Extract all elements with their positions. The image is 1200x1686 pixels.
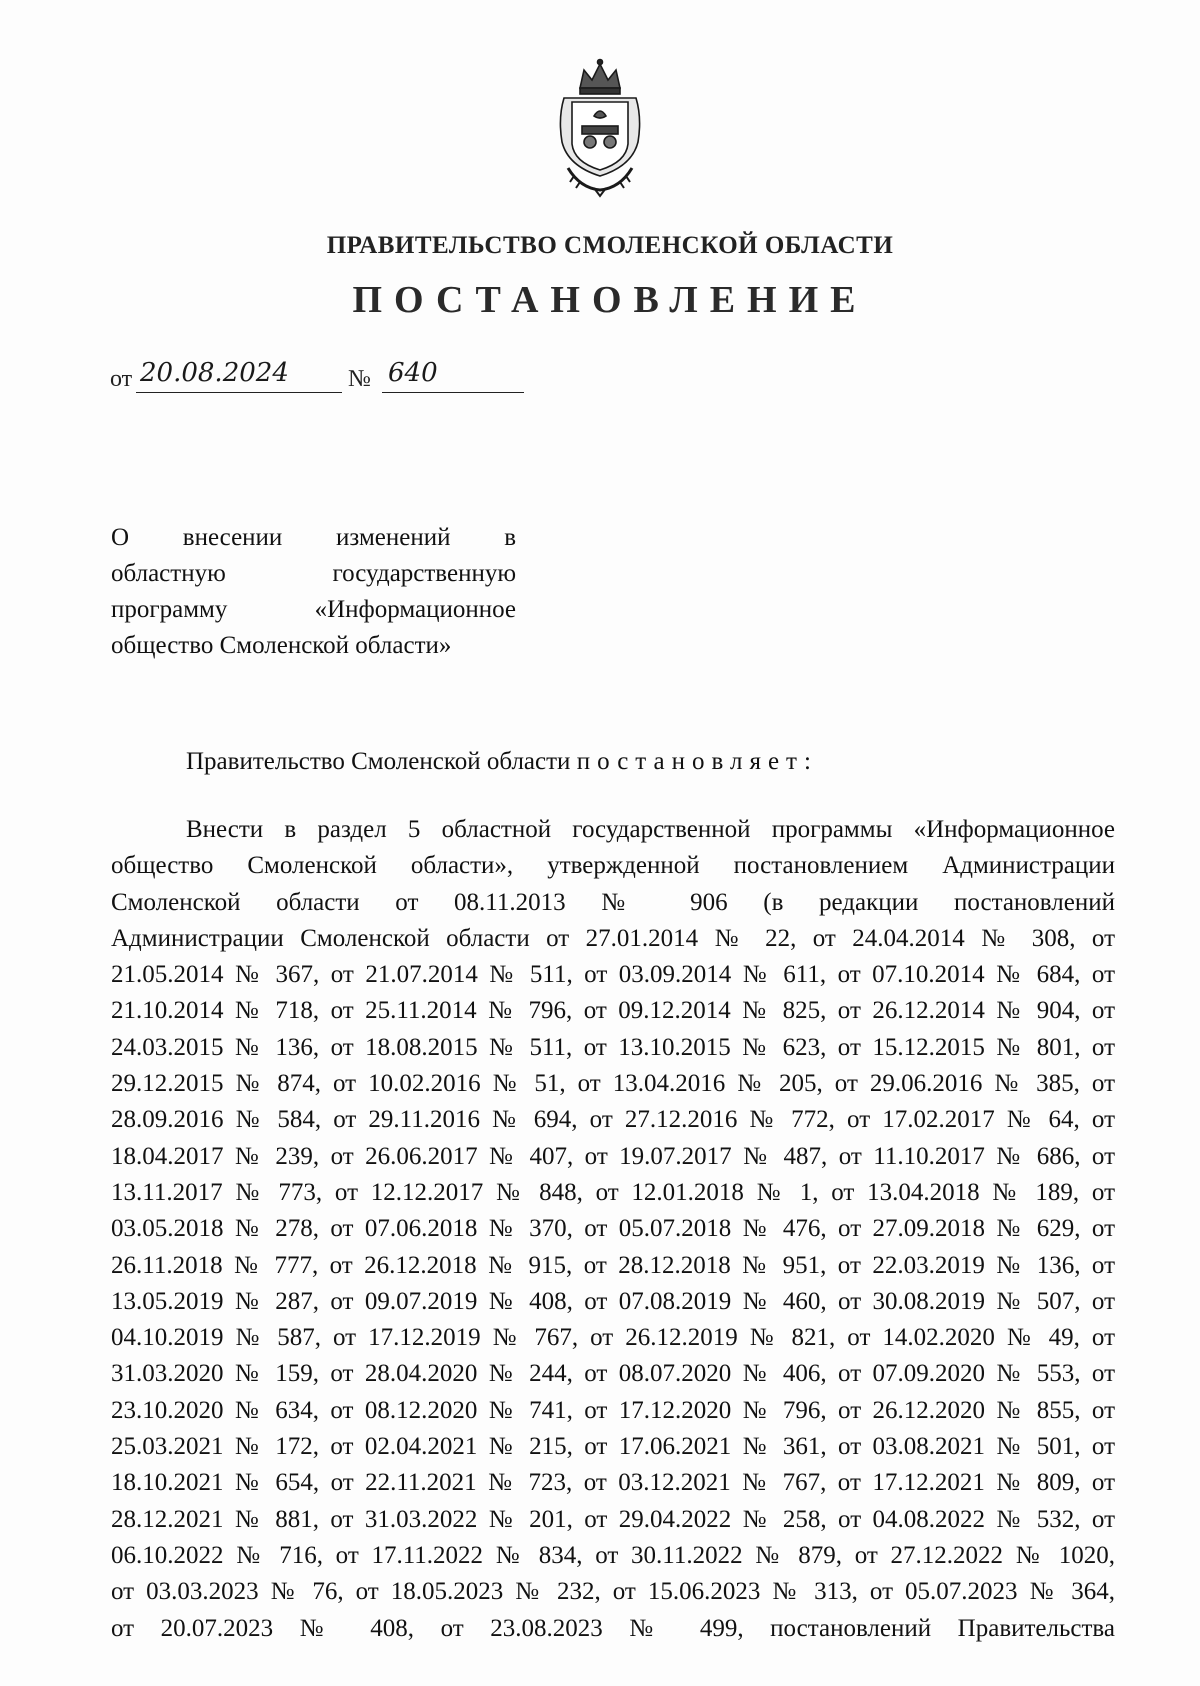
body-line: 23.10.2020 № 634, от 08.12.2020 № 741, от 17.12.2020 № 796, от 26.12.2020 № 855, от [111, 1396, 1115, 1424]
subject-line: общество Смоленской области» [111, 632, 452, 659]
handwritten-number: 640 [388, 358, 438, 388]
body-line: Внести в раздел 5 областной государственной программы «Информационное [186, 816, 1115, 843]
document-type: ПОСТАНОВЛЕНИЕ [352, 279, 868, 321]
date-underline [136, 392, 342, 393]
body-line: 26.11.2018 № 777, от 26.12.2018 № 915, от 28.12.2018 № 951, от 22.03.2019 № 136, от [111, 1251, 1115, 1279]
smolensk-coat-of-arms-icon [550, 58, 650, 198]
body-line: 29.12.2015 № 874, от 10.02.2016 № 51, от 13.04.2016 № 205, от 29.06.2016 № 385, от [111, 1070, 1115, 1098]
decree-verb: постановляет: [576, 748, 818, 775]
document-subject [111, 520, 516, 664]
number-prefix: № [348, 366, 371, 392]
organization-title: ПРАВИТЕЛЬСТВО СМОЛЕНСКОЙ ОБЛАСТИ [326, 232, 894, 259]
body-line: Администрации Смоленской области от 27.01.2014 № 22, от 24.04.2014 № 308, от [111, 924, 1115, 952]
date-prefix: от [110, 366, 133, 392]
body-line: 06.10.2022 № 716, от 17.11.2022 № 834, от 30.11.2022 № 879, от 27.12.2022 № 1020, [111, 1541, 1115, 1569]
body-line: 28.09.2016 № 584, от 29.11.2016 № 694, от 27.12.2016 № 772, от 17.02.2017 № 64, от [111, 1106, 1115, 1134]
body-line: Смоленской области от 08.11.2013 № 906 (в редакции постановлений [111, 888, 1115, 916]
body-line: общество Смоленской области», утвержденной постановлением Администрации [111, 852, 1115, 880]
handwritten-date: 20.08.2024 [140, 358, 289, 388]
body-line: 25.03.2021 № 172, от 02.04.2021 № 215, от 17.06.2021 № 361, от 03.08.2021 № 501, от [111, 1433, 1115, 1461]
body-line: 18.04.2017 № 239, от 26.06.2017 № 407, от 19.07.2017 № 487, от 11.10.2017 № 686, от [111, 1142, 1115, 1170]
decree-lead: Правительство Смоленской области [186, 748, 571, 775]
body-line: 31.03.2020 № 159, от 28.04.2020 № 244, от 08.07.2020 № 406, от 07.09.2020 № 553, от [111, 1360, 1115, 1388]
subject-line: областную государственную [111, 560, 516, 587]
subject-line: программу «Информационное [111, 596, 516, 623]
body-line: 03.05.2018 № 278, от 07.06.2018 № 370, от 05.07.2018 № 476, от 27.09.2018 № 629, от [111, 1215, 1115, 1243]
body-line: 18.10.2021 № 654, от 22.11.2021 № 723, от 03.12.2021 № 767, от 17.12.2021 № 809, от [111, 1469, 1115, 1497]
number-underline [382, 392, 524, 393]
body-line: 28.12.2021 № 881, от 31.03.2022 № 201, от 29.04.2022 № 258, от 04.08.2022 № 532, от [111, 1505, 1115, 1533]
body-line: от 03.03.2023 № 76, от 18.05.2023 № 232, от 15.06.2023 № 313, от 05.07.2023 № 364, [111, 1578, 1115, 1606]
decree-statement [186, 748, 818, 776]
body-line: 13.11.2017 № 773, от 12.12.2017 № 848, от 12.01.2018 № 1, от 13.04.2018 № 189, от [111, 1178, 1115, 1206]
body-line: от 20.07.2023 № 408, от 23.08.2023 № 499, постановлений Правительства [111, 1614, 1115, 1642]
body-line: 13.05.2019 № 287, от 09.07.2019 № 408, от 07.08.2019 № 460, от 30.08.2019 № 507, от [111, 1287, 1115, 1315]
body-paragraph [111, 812, 1115, 1647]
body-line: 21.05.2014 № 367, от 21.07.2014 № 511, от 03.09.2014 № 611, от 07.10.2014 № 684, от [111, 961, 1115, 989]
body-line: 04.10.2019 № 587, от 17.12.2019 № 767, от 26.12.2019 № 821, от 14.02.2020 № 49, от [111, 1324, 1115, 1352]
body-line: 24.03.2015 № 136, от 18.08.2015 № 511, от 13.10.2015 № 623, от 15.12.2015 № 801, от [111, 1033, 1115, 1061]
subject-line: О внесении изменений в [111, 524, 516, 551]
body-line: 21.10.2014 № 718, от 25.11.2014 № 796, от 09.12.2014 № 825, от 26.12.2014 № 904, от [111, 997, 1115, 1025]
